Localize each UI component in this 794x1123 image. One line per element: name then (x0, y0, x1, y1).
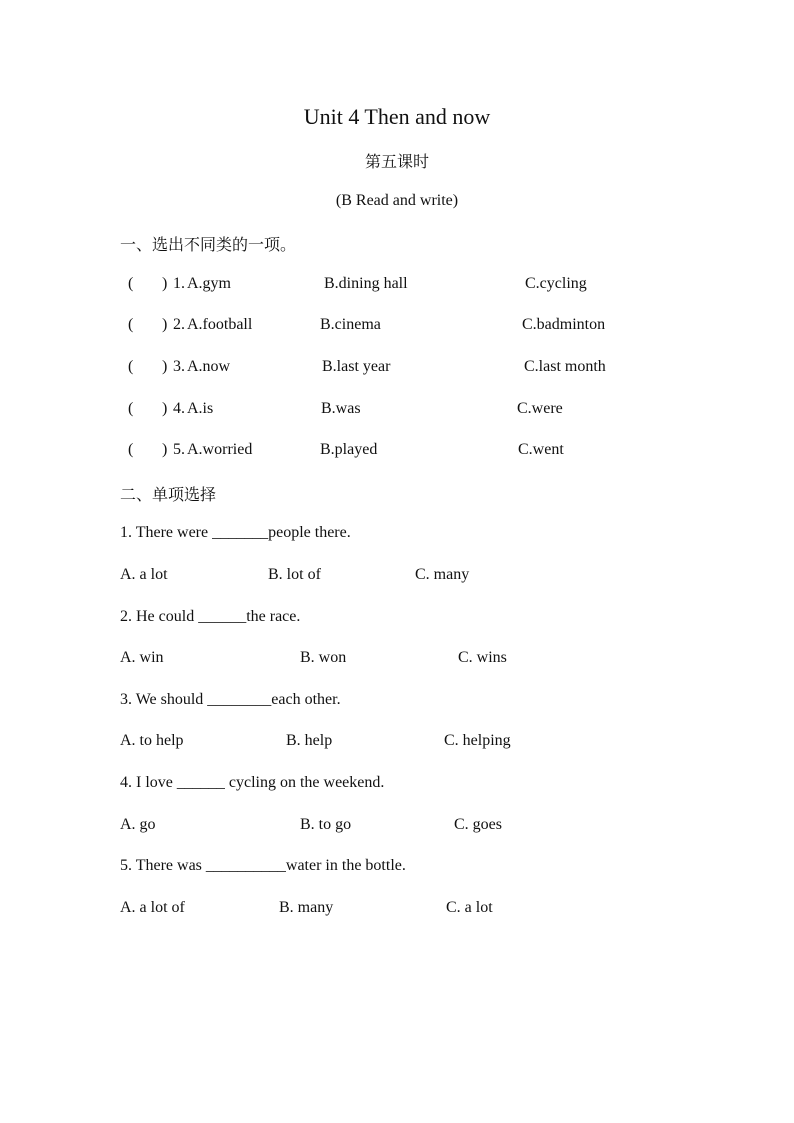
part-label: (B Read and write) (335, 192, 459, 209)
item-number: 5. (173, 441, 185, 458)
option-b: B. to go (300, 816, 352, 833)
option-c: C.went (518, 441, 564, 458)
page-title: Unit 4 Then and now (303, 104, 491, 129)
item-number: 3. (173, 358, 185, 375)
option-b: B. help (286, 732, 333, 749)
option-a: A. go (120, 816, 156, 833)
option-c: C. wins (458, 649, 507, 666)
option-b: B.played (320, 441, 378, 458)
option-b: B. won (300, 649, 347, 666)
option-c: C. helping (444, 732, 511, 749)
option-c: C.badminton (522, 316, 606, 333)
paren-close: ) (162, 358, 168, 375)
paren-open: ( (128, 400, 134, 417)
option-a: A.football (187, 316, 253, 333)
section1-heading: 一、选出不同类的一项。 (120, 237, 297, 254)
paren-close: ) (162, 441, 168, 458)
option-a: A.gym (187, 275, 231, 292)
question-1-text: 1. There were _______people there. (120, 524, 351, 541)
option-a: A. a lot (120, 566, 168, 583)
question-2-text: 2. He could ______the race. (120, 608, 301, 625)
item-number: 4. (173, 400, 185, 417)
paren-open: ( (128, 441, 134, 458)
option-c: C. many (415, 566, 470, 583)
paren-close: ) (162, 316, 168, 333)
option-a: A. to help (120, 732, 184, 749)
paren-open: ( (128, 316, 134, 333)
paren-open: ( (128, 358, 134, 375)
option-b: B.dining hall (324, 275, 408, 292)
paren-open: ( (128, 275, 134, 292)
question-3-text: 3. We should ________each other. (120, 691, 341, 708)
option-a: A.now (187, 358, 231, 375)
option-c: C. goes (454, 816, 502, 833)
question-4-text: 4. I love ______ cycling on the weekend. (120, 774, 385, 791)
option-b: B.last year (322, 358, 391, 375)
paren-close: ) (162, 400, 168, 417)
item-number: 1. (173, 275, 185, 292)
option-c: C.were (517, 400, 563, 417)
option-a: A. a lot of (120, 899, 185, 916)
option-b: B. many (279, 899, 334, 916)
paren-close: ) (162, 275, 168, 292)
option-b: B.was (321, 400, 361, 417)
option-a: A.worried (187, 441, 253, 458)
option-c: C.last month (524, 358, 606, 375)
option-a: A.is (187, 400, 214, 417)
option-b: B.cinema (320, 316, 381, 333)
option-a: A. win (120, 649, 164, 666)
question-5-text: 5. There was __________water in the bottle. (120, 857, 406, 874)
lesson-label: 第五课时 (364, 154, 429, 171)
option-b: B. lot of (268, 566, 321, 583)
item-number: 2. (173, 316, 185, 333)
option-c: C. a lot (446, 899, 493, 916)
section2-heading: 二、单项选择 (120, 487, 217, 504)
option-c: C.cycling (525, 275, 587, 292)
